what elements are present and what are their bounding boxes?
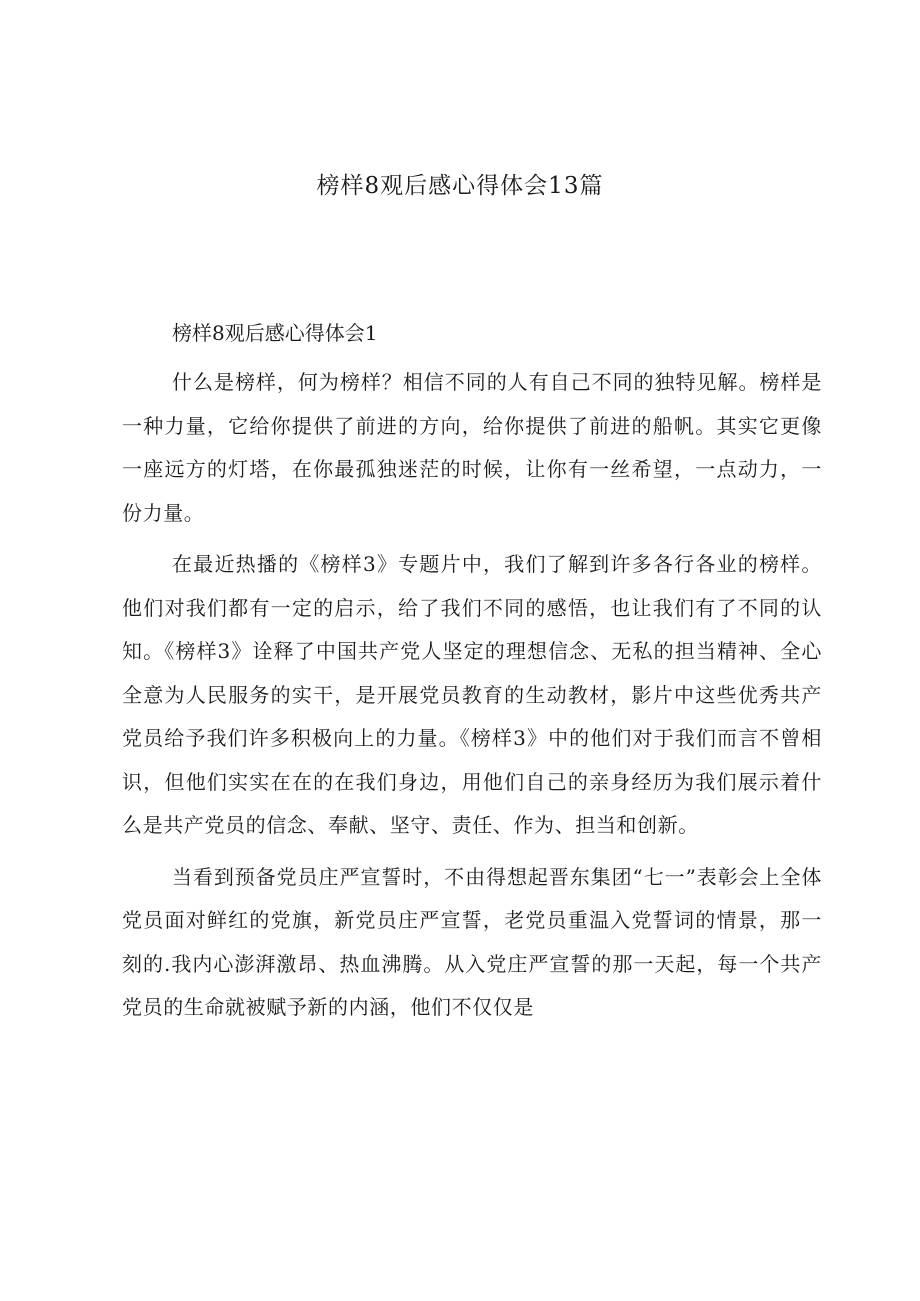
document-title: 榜样8观后感心得体会13篇 (316, 173, 604, 199)
document-body (122, 313, 822, 1030)
section-heading: 榜样8观后感心得体会1 (172, 321, 378, 345)
paragraph-1: 什么是榜样，何为榜样？相信不同的人有自己不同的独特见解。榜样是一种力量，它给你提供了前进的方向，给你提供了前进的船帆。其实它更像一座远方的灯塔，在你最孤独迷茫的时候，让你有一丝希望，一点动力，一份力量。 (122, 370, 822, 525)
paragraph-2: 在最近热播的《榜样3》专题片中，我们了解到许多各行各业的榜样。他们对我们都有一定的启示，给了我们不同的感悟，也让我们有了不同的认知。《榜样3》诠释了中国共产党人坚定的理想信念、无私的担当精神、全心全意为人民服务的实干，是开展党员教育的生动教材，影片中这些优秀共产党员给予我们许多积极向上的力量。《榜样3》中的他们对于我们而言不曾相识，但他们实实在在的在我们身边，用他们自己的亲身经历为我们展示着什么是共产党员的信念、奉献、坚守、责任、作为、担当和创新。 (122, 552, 822, 837)
paragraph-3: 当看到预备党员庄严宣誓时，不由得想起晋东集团“七一”表彰会上全体党员面对鲜红的党旗，新党员庄严宣誓，老党员重温入党誓词的情景，那一刻的.我内心澎湃激昂、热血沸腾。从入党庄严宣誓的那一天起，每一个共产党员的生命就被赋予新的内涵，他们不仅仅是 (122, 864, 822, 1019)
